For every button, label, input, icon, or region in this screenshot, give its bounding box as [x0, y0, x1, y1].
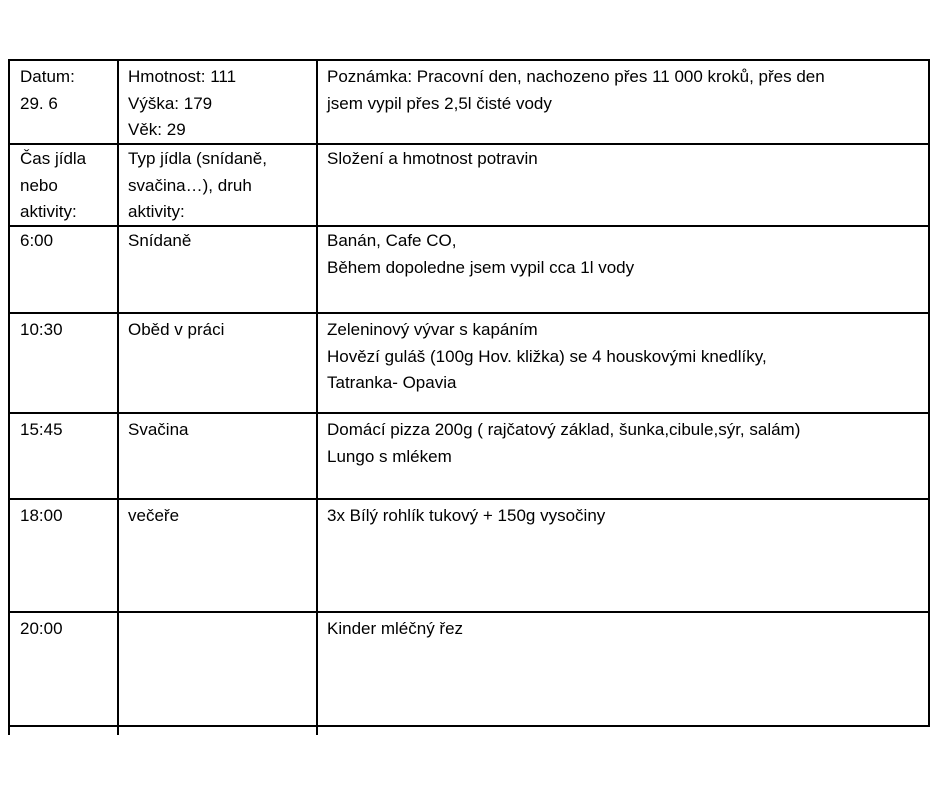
- note-cell: Poznámka: Pracovní den, nachozeno přes 11 000 kroků, přes den jsem vypil přes 2,5l čisté vody: [327, 67, 825, 113]
- table-right-border: [928, 59, 930, 727]
- row-time: 20:00: [20, 619, 63, 638]
- row-content: Kinder mléčný řez: [327, 619, 464, 638]
- row-divider: [8, 725, 930, 727]
- column-header-type: Typ jídla (snídaně, svačina…), druh aktivity:: [128, 149, 267, 221]
- date-cell: Datum: 29. 6: [20, 67, 75, 113]
- row-divider: [8, 312, 930, 314]
- row-divider: [8, 498, 930, 500]
- column-header-time: Čas jídla nebo aktivity:: [20, 149, 87, 221]
- column-divider: [8, 59, 10, 735]
- row-type: Oběd v práci: [128, 320, 225, 339]
- row-type: večeře: [128, 506, 180, 525]
- row-type: Svačina: [128, 420, 189, 439]
- table-top-border: [8, 59, 930, 61]
- row-content: Domácí pizza 200g ( rajčatový základ, šunka,cibule,sýr, salám) Lungo s mlékem: [327, 420, 801, 466]
- row-divider: [8, 412, 930, 414]
- food-diary-table: [8, 59, 930, 735]
- column-divider: [117, 59, 119, 735]
- row-time: 10:30: [20, 320, 63, 339]
- row-divider: [8, 611, 930, 613]
- column-header-content: Složení a hmotnost potravin: [327, 149, 538, 168]
- row-content: Banán, Cafe CO, Během dopoledne jsem vypil cca 1l vody: [327, 231, 635, 277]
- row-content: Zeleninový vývar s kapáním Hovězí guláš (100g Hov. kližka) se 4 houskovými knedlíky, Tatranka- Opavia: [327, 320, 767, 392]
- row-type: Snídaně: [128, 231, 192, 250]
- person-stats-cell: Hmotnost: 111 Výška: 179 Věk: 29: [128, 67, 237, 139]
- row-content: 3x Bílý rohlík tukový + 150g vysočiny: [327, 506, 606, 525]
- row-time: 6:00: [20, 231, 54, 250]
- row-time: 18:00: [20, 506, 63, 525]
- row-time: 15:45: [20, 420, 63, 439]
- column-divider: [316, 59, 318, 735]
